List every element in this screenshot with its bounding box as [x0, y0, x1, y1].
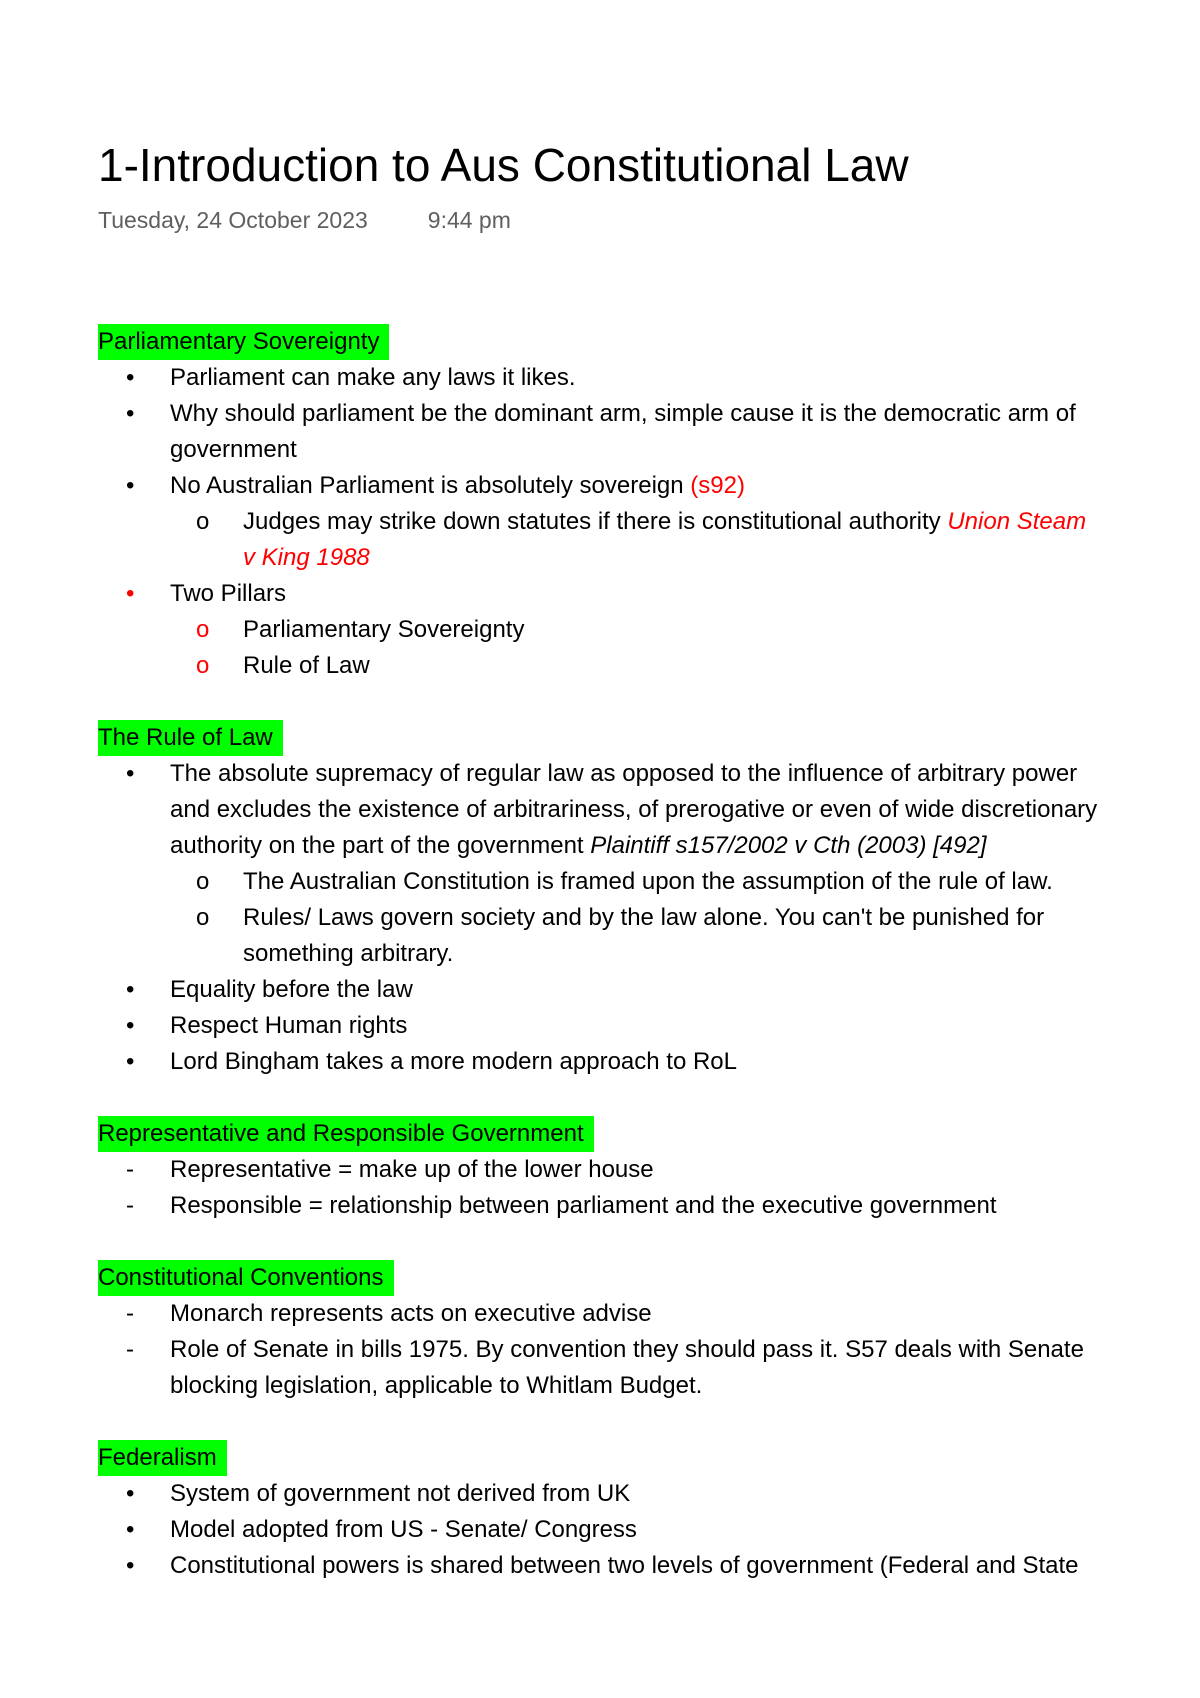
sub-list-item: [98, 504, 1200, 576]
list-item-text: Rule of Law: [243, 652, 370, 679]
dash-marker: -: [126, 1336, 134, 1363]
list-item-text: Model adopted from US - Senate/ Congress: [170, 1516, 637, 1543]
bullet-marker: •: [126, 760, 135, 787]
bullet-marker: •: [126, 976, 135, 1003]
list-item-text: Parliament can make any laws it likes.: [170, 364, 576, 391]
list-item: [98, 1296, 1200, 1332]
bullet-list: [98, 756, 1200, 1080]
bullet-marker: •: [126, 1552, 135, 1579]
list-item: [98, 1512, 1200, 1548]
list-item: [98, 468, 1200, 504]
bullet-marker: •: [126, 472, 135, 499]
list-item-text: something arbitrary.: [243, 940, 454, 967]
list-item-text: Why should parliament be the dominant arm, simple cause it is the democratic arm of: [170, 400, 1076, 427]
list-item: [98, 756, 1200, 864]
page-meta: [98, 205, 511, 235]
page-title: 1-Introduction to Aus Constitutional Law: [98, 139, 909, 191]
bullet-marker: •: [126, 1048, 135, 1075]
page-date: Tuesday, 24 October 2023: [98, 207, 368, 233]
section-rule-of-law: [98, 720, 1200, 1080]
bullet-list: [98, 360, 1200, 684]
sub-list-item: [98, 864, 1200, 900]
bullet-list: [98, 1476, 1200, 1584]
section-heading: Parliamentary Sovereignty: [98, 324, 389, 360]
list-item-text: The absolute supremacy of regular law as opposed to the influence of arbitrary power: [170, 760, 1078, 787]
list-item-text: Parliamentary Sovereignty: [243, 616, 525, 643]
list-item: [98, 1476, 1200, 1512]
section-heading: The Rule of Law: [98, 720, 283, 756]
page-time: 9:44 pm: [427, 207, 511, 233]
list-item: [98, 972, 1200, 1008]
list-item: [98, 1548, 1200, 1584]
bullet-marker: •: [126, 364, 135, 391]
section-parliamentary-sovereignty: [98, 324, 1200, 684]
list-item-text: Monarch represents acts on executive advise: [170, 1300, 652, 1327]
case-citation: Union Steam: [947, 508, 1087, 535]
sub-list-item: [98, 648, 1200, 684]
list-item-text: Role of Senate in bills 1975. By convention they should pass it. S57 deals with Senate: [170, 1336, 1084, 1363]
section-federalism: [98, 1440, 1200, 1584]
circle-marker: o: [196, 868, 210, 895]
dash-marker: -: [126, 1156, 134, 1183]
case-citation: Plaintiff s157/2002 v Cth (2003) [492]: [590, 832, 987, 859]
list-item-text: blocking legislation, applicable to Whitlam Budget.: [170, 1372, 703, 1399]
list-item-text: Judges may strike down statutes if there is constitutional authority: [243, 508, 948, 535]
list-item-text: government: [170, 436, 297, 463]
sub-list-item: [98, 612, 1200, 648]
list-item-text: Responsible = relationship between parliament and the executive government: [170, 1192, 997, 1219]
note-content: [98, 324, 1200, 1584]
list-item: [98, 1044, 1200, 1080]
section-heading: Federalism: [98, 1440, 227, 1476]
list-item-text: and excludes the existence of arbitrariness, of prerogative or even of wide discretionary: [170, 796, 1098, 823]
section-constitutional-conventions: [98, 1260, 1200, 1404]
case-citation: v King 1988: [243, 544, 370, 571]
bullet-marker: •: [126, 1480, 135, 1507]
list-item: [98, 1188, 1200, 1224]
bullet-marker: •: [126, 1012, 135, 1039]
list-item-text: Respect Human rights: [170, 1012, 408, 1039]
circle-marker: o: [196, 508, 210, 535]
list-item-text: Two Pillars: [170, 580, 287, 607]
list-item: [98, 1152, 1200, 1188]
list-item-text: Representative = make up of the lower house: [170, 1156, 654, 1183]
list-item: [98, 360, 1200, 396]
dash-list: [98, 1296, 1200, 1404]
dash-marker: -: [126, 1192, 134, 1219]
list-item-text: authority on the part of the government: [170, 832, 591, 859]
list-item: [98, 1008, 1200, 1044]
list-item: [98, 396, 1200, 468]
dash-marker: -: [126, 1300, 134, 1327]
dash-list: [98, 1152, 1200, 1224]
section-reference: (s92): [690, 472, 745, 499]
section-heading: Representative and Responsible Government: [98, 1116, 594, 1152]
section-representative-responsible-government: [98, 1116, 1200, 1224]
list-item-text: Rules/ Laws govern society and by the law alone. You can't be punished for: [243, 904, 1045, 931]
sub-list-item: [98, 900, 1200, 972]
bullet-marker: •: [126, 1516, 135, 1543]
bullet-marker: •: [126, 580, 135, 607]
section-heading: Constitutional Conventions: [98, 1260, 394, 1296]
list-item: [98, 576, 1200, 612]
list-item-text: System of government not derived from UK: [170, 1480, 631, 1507]
circle-marker: o: [196, 616, 210, 643]
bullet-marker: •: [126, 400, 135, 427]
list-item-text: Constitutional powers is shared between two levels of government (Federal and State: [170, 1552, 1079, 1579]
circle-marker: o: [196, 904, 210, 931]
list-item-text: The Australian Constitution is framed upon the assumption of the rule of law.: [243, 868, 1053, 895]
list-item: [98, 1332, 1200, 1404]
circle-marker: o: [196, 652, 210, 679]
list-item-text: No Australian Parliament is absolutely sovereign: [170, 472, 691, 499]
list-item-text: Equality before the law: [170, 976, 413, 1003]
list-item-text: Lord Bingham takes a more modern approach to RoL: [170, 1048, 737, 1075]
